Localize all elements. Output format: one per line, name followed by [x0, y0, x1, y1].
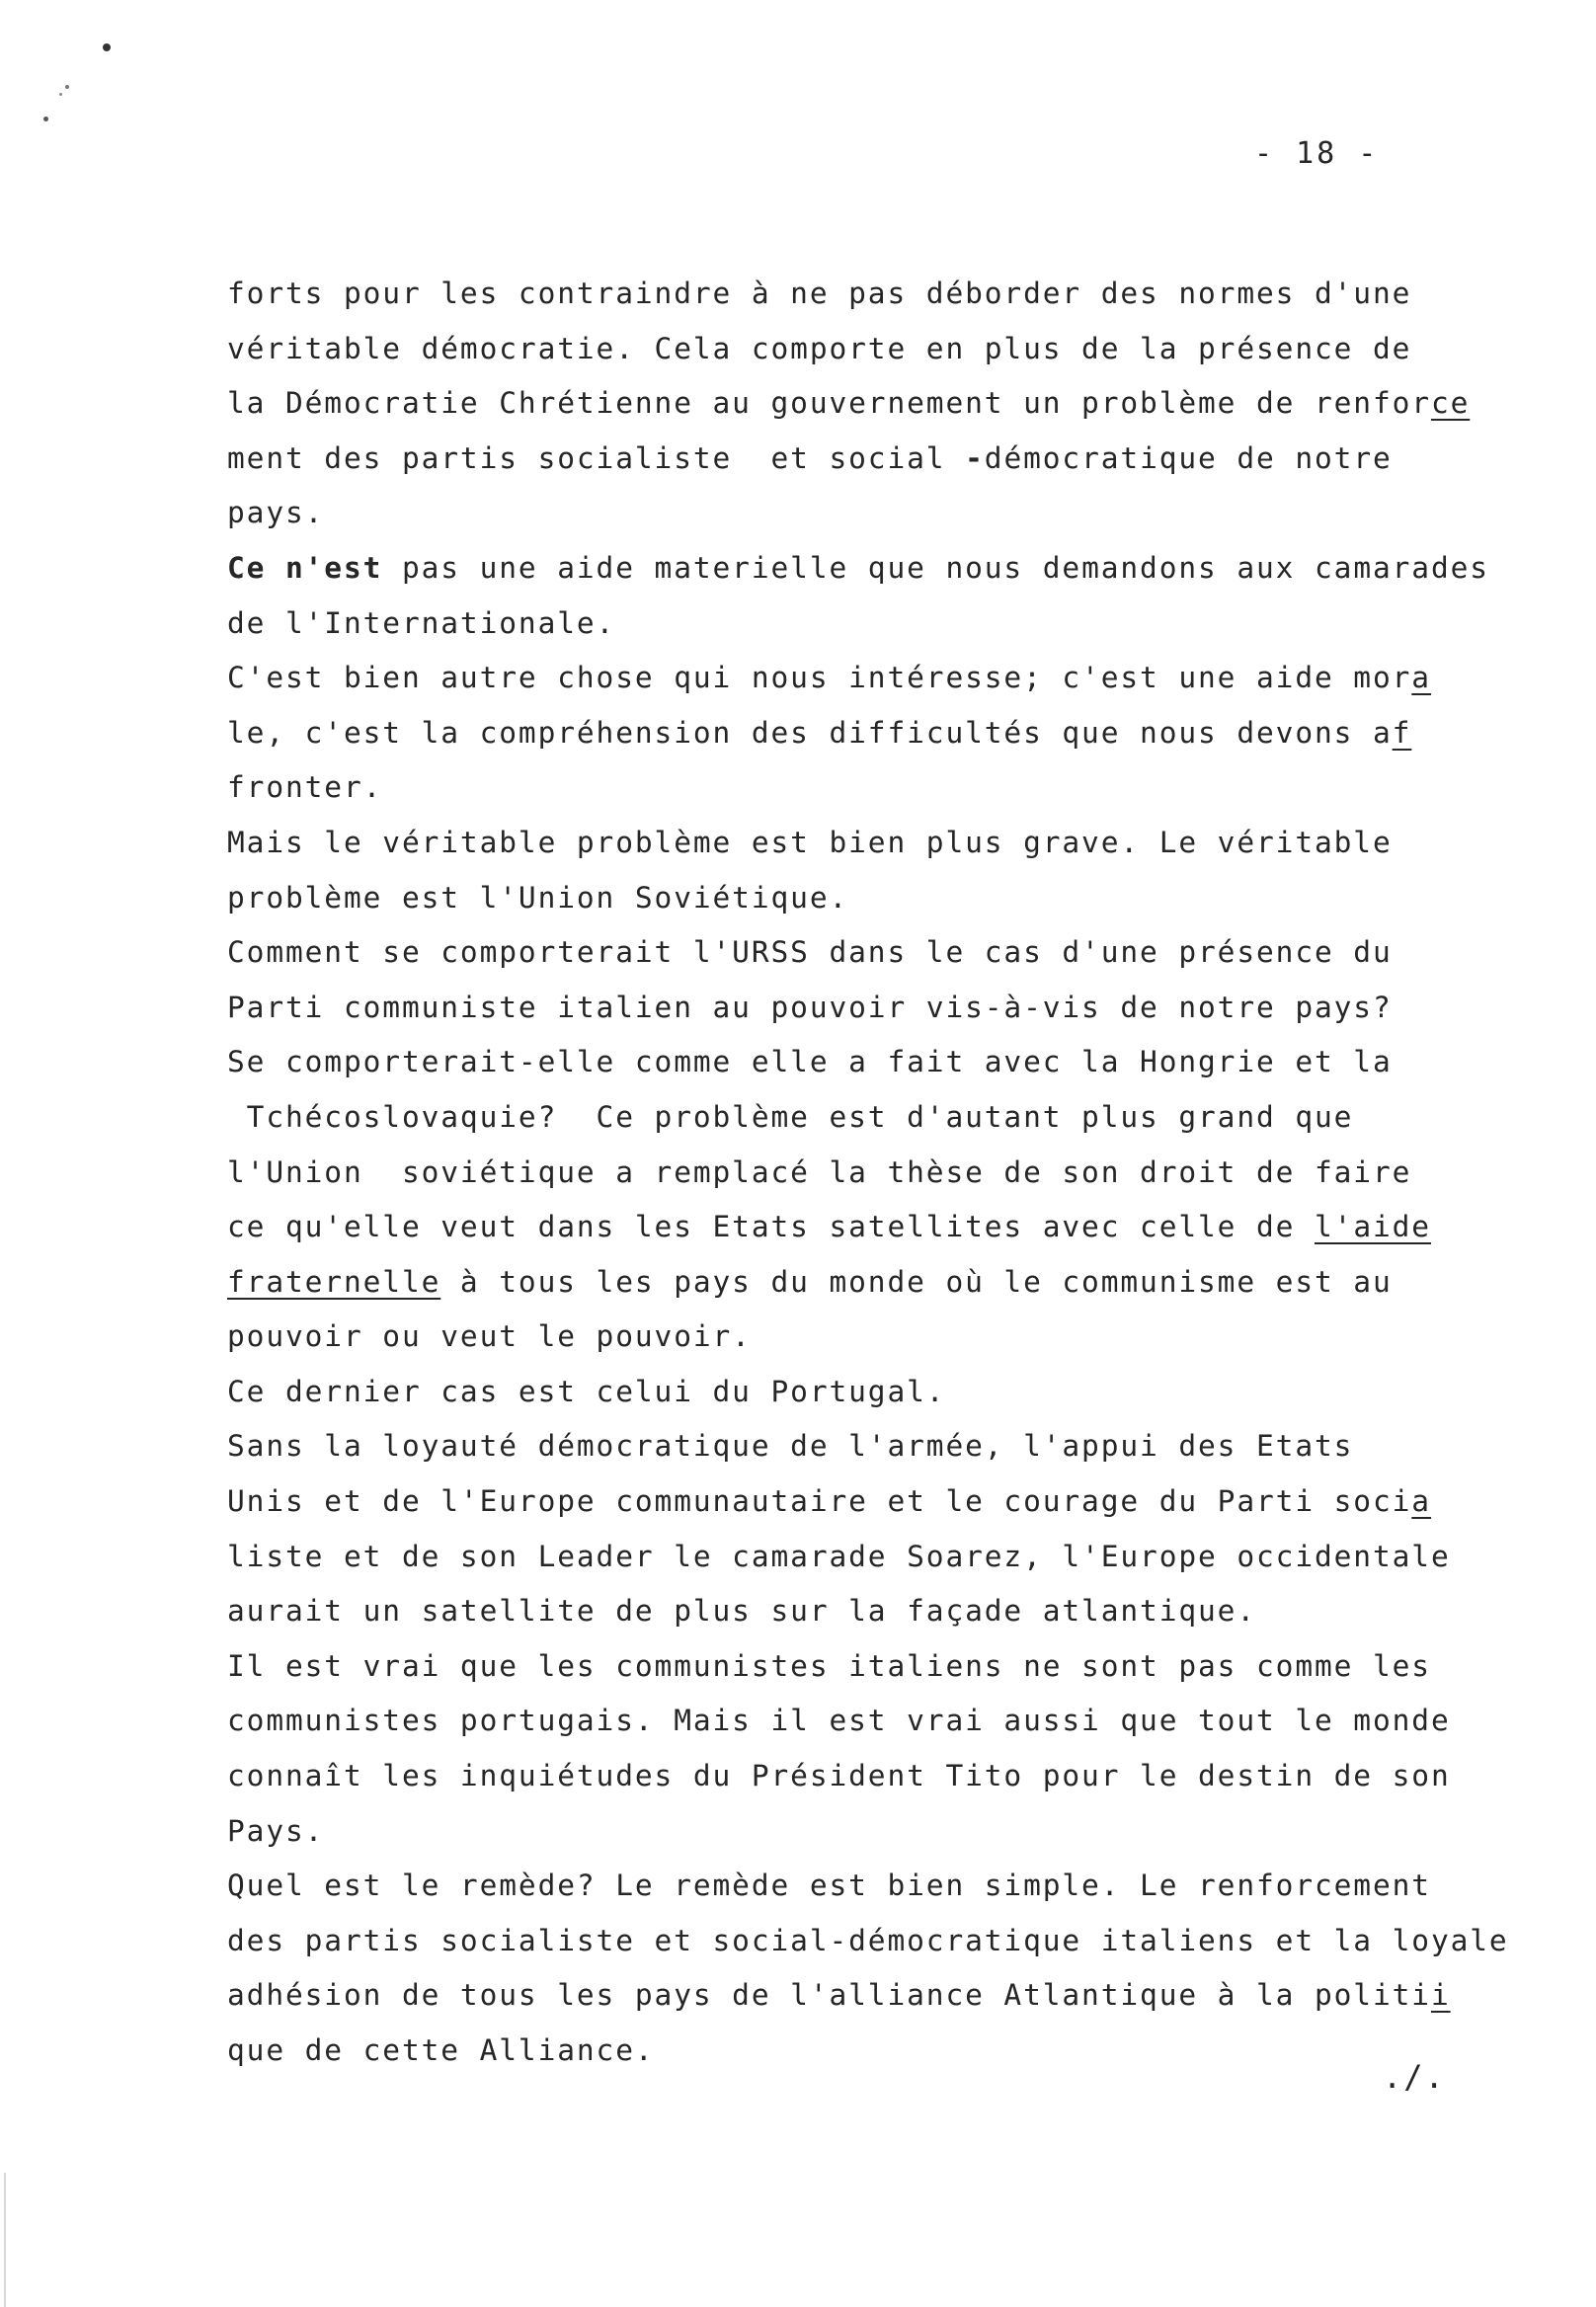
- text-segment: Ce dernier cas est celui du Portugal.: [227, 1374, 946, 1408]
- text-line: [227, 1419, 1511, 1474]
- text-segment: pays.: [227, 496, 325, 530]
- text-line: [227, 322, 1511, 377]
- text-line: [227, 1968, 1511, 2024]
- text-line: [227, 1914, 1511, 1969]
- underlined-text: f: [1392, 715, 1412, 750]
- text-segment: des partis socialiste et social-démocratique italiens et la loyale: [227, 1923, 1509, 1957]
- text-segment: problème est l'Union Soviétique.: [227, 880, 849, 915]
- text-segment: de l'Internationale.: [227, 605, 616, 640]
- text-line: [227, 816, 1511, 871]
- text-line: [227, 981, 1511, 1036]
- text-segment: Mais le véritable problème est bien plus grave. Le véritable: [227, 825, 1393, 859]
- text-line: [227, 1035, 1511, 1090]
- continuation-mark: ./.: [1383, 2058, 1446, 2096]
- underlined-text: a: [1411, 661, 1431, 695]
- document-body: [227, 267, 1511, 2079]
- underlined-text: fraternelle: [227, 1264, 441, 1299]
- text-segment: véritable démocratie. Cela comporte en plus de la présence de: [227, 331, 1412, 365]
- text-line: [227, 1255, 1511, 1311]
- underlined-text: i: [1430, 1978, 1451, 2013]
- text-segment: Comment se comporterait l'URSS dans le cas d'une présence du: [227, 935, 1393, 970]
- text-segment: Quel est le remède? Le remède est bien simple. Le renforcement: [227, 1869, 1431, 1903]
- text-segment: connaît les inquiétudes du Président Tito pour le destin de son: [227, 1759, 1451, 1793]
- text-segment: Pays.: [227, 1813, 325, 1848]
- text-line: [227, 541, 1511, 597]
- text-segment: démocratique de notre: [984, 440, 1393, 475]
- text-line: [227, 706, 1511, 761]
- text-line: [227, 486, 1511, 541]
- scan-speck: [43, 117, 48, 121]
- bold-text: Ce n'est: [227, 550, 383, 585]
- text-segment: Parti communiste italien au pouvoir vis-à-vis de notre pays?: [227, 990, 1393, 1024]
- text-line: [227, 760, 1511, 816]
- text-line: [227, 1584, 1511, 1639]
- text-line: [227, 267, 1511, 322]
- text-segment: ment des partis socialiste et social: [227, 440, 966, 475]
- text-segment: liste et de son Leader le camarade Soarez, l'Europe occidentale: [227, 1539, 1451, 1573]
- scan-speck: [65, 85, 69, 89]
- text-segment: Se comporterait-elle comme elle a fait avec la Hongrie et la: [227, 1045, 1393, 1079]
- text-segment: l'Union soviétique a remplacé la thèse de son droit de faire: [227, 1154, 1412, 1189]
- text-segment: que de cette Alliance.: [227, 2033, 655, 2067]
- text-segment: communistes portugais. Mais il est vrai aussi que tout le monde: [227, 1704, 1451, 1738]
- text-line: [227, 1859, 1511, 1914]
- text-line: [227, 2024, 1511, 2079]
- text-line: [227, 597, 1511, 652]
- bold-text: -: [965, 440, 985, 475]
- page-number: - 18 -: [1254, 136, 1380, 171]
- text-line: [227, 1310, 1511, 1365]
- text-segment: ce qu'elle veut dans les Etats satellites avec celle de: [227, 1210, 1315, 1244]
- text-segment: le, c'est la compréhension des difficultés que nous devons a: [227, 715, 1393, 750]
- scan-edge-line: [4, 2173, 6, 2307]
- text-segment: Sans la loyauté démocratique de l'armée, l'appui des Etats: [227, 1429, 1354, 1464]
- underlined-text: l'aide: [1315, 1210, 1431, 1244]
- text-segment: forts pour les contraindre à ne pas déborder des normes d'une: [227, 277, 1412, 310]
- text-line: [227, 925, 1511, 981]
- underlined-text: a: [1411, 1484, 1431, 1519]
- text-segment: Tchécoslovaquie? Ce problème est d'autant plus grand que: [227, 1099, 1354, 1134]
- text-segment: Unis et de l'Europe communautaire et le courage du Parti soci: [227, 1484, 1412, 1519]
- text-segment: fronter.: [227, 770, 383, 805]
- text-line: [227, 1804, 1511, 1860]
- text-segment: la Démocratie Chrétienne au gouvernement un problème de renfor: [227, 386, 1431, 421]
- scan-speck: [59, 93, 62, 96]
- text-segment: à tous les pays du monde où le communisme est au: [440, 1264, 1393, 1299]
- text-segment: pas une aide materielle que nous demandons aux camarades: [382, 550, 1489, 585]
- text-line: [227, 651, 1511, 706]
- text-line: [227, 871, 1511, 926]
- text-line: [227, 432, 1511, 487]
- text-line: [227, 1146, 1511, 1201]
- text-segment: aurait un satellite de plus sur la façade atlantique.: [227, 1594, 1257, 1629]
- underlined-text: ce: [1430, 386, 1471, 421]
- scan-speck: [103, 43, 111, 51]
- text-segment: Il est vrai que les communistes italiens ne sont pas comme les: [227, 1648, 1431, 1683]
- text-line: [227, 1694, 1511, 1749]
- text-segment: adhésion de tous les pays de l'alliance Atlantique à la politi: [227, 1978, 1431, 2013]
- text-line: [227, 1749, 1511, 1804]
- text-line: [227, 1200, 1511, 1255]
- text-line: [227, 1365, 1511, 1420]
- text-segment: C'est bien autre chose qui nous intéresse; c'est une aide mor: [227, 661, 1412, 695]
- text-line: [227, 1474, 1511, 1530]
- text-line: [227, 376, 1511, 432]
- text-line: [227, 1639, 1511, 1695]
- text-segment: pouvoir ou veut le pouvoir.: [227, 1319, 752, 1354]
- text-line: [227, 1530, 1511, 1585]
- text-line: [227, 1090, 1511, 1146]
